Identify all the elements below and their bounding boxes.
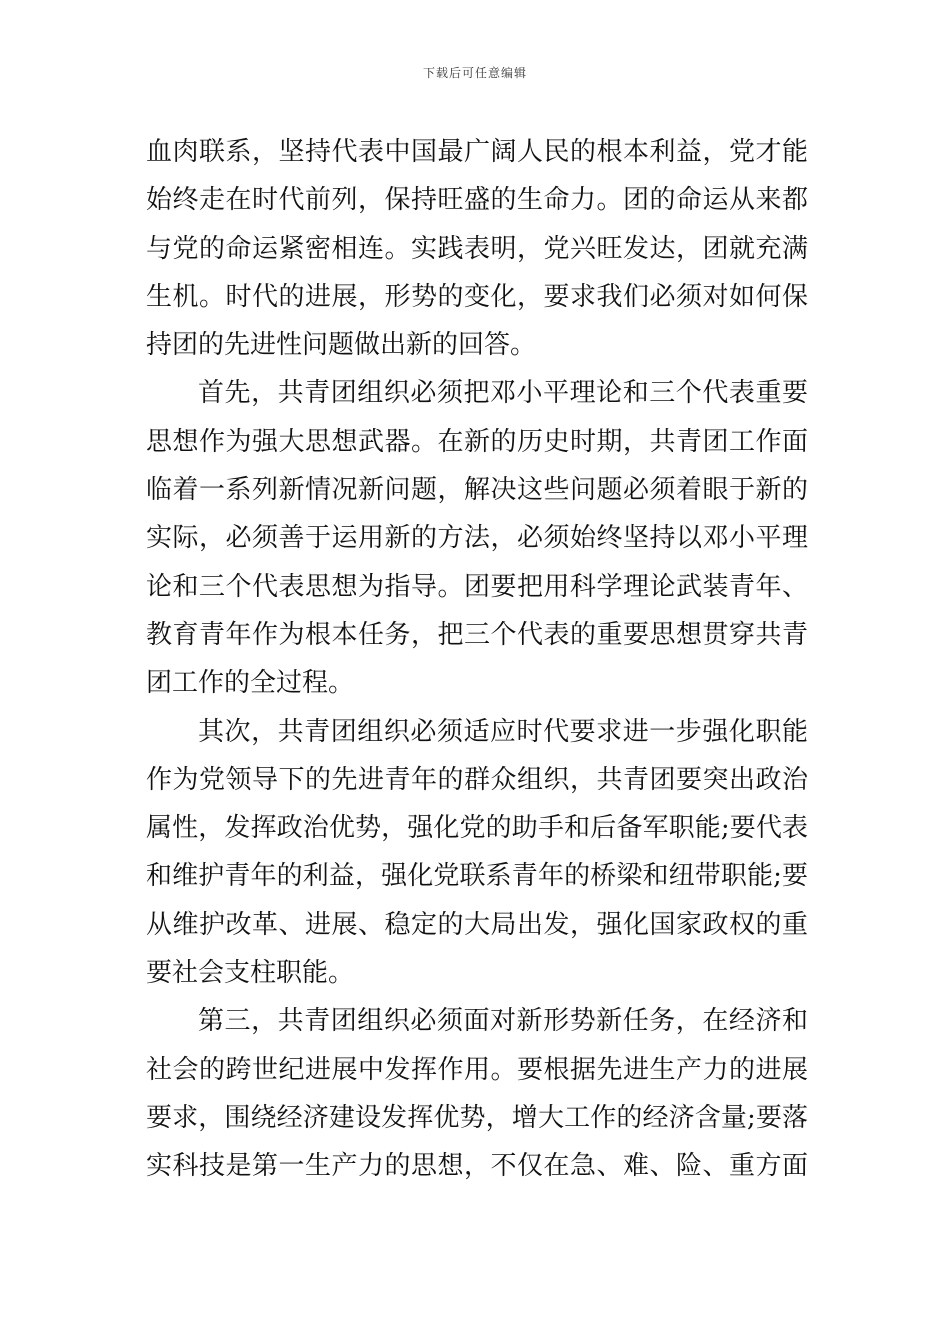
text-line: 要社会支柱职能。 xyxy=(146,958,355,989)
text-line: 社会的跨世纪进展中发挥作用。要根据先进生产力的进展 xyxy=(146,1054,808,1085)
text-line: 实科技是第一生产力的思想，不仅在急、难、险、重方面 xyxy=(146,1151,808,1182)
text-line: 生机。时代的进展，形势的变化，要求我们必须对如何保 xyxy=(146,281,808,312)
text-line: 从维护改革、进展、稳定的大局出发，强化国家政权的重 xyxy=(146,909,808,940)
text-line: 团工作的全过程。 xyxy=(146,668,355,699)
text-line: 要求，围绕经济建设发挥优势，增大工作的经济含量;要落 xyxy=(146,1102,808,1133)
text-line: 其次，共青团组织必须适应时代要求进一步强化职能 xyxy=(198,716,808,747)
text-line: 属性，发挥政治优势，强化党的助手和后备军职能;要代表 xyxy=(146,813,808,844)
text-line: 临着一系列新情况新问题，解决这些问题必须着眼于新的 xyxy=(146,475,808,506)
text-line: 思想作为强大思想武器。在新的历史时期，共青团工作面 xyxy=(146,426,808,457)
page-header: 下载后可任意编辑 xyxy=(422,66,527,80)
text-line: 持团的先进性问题做出新的回答。 xyxy=(146,330,537,361)
text-line: 第三，共青团组织必须面对新形势新任务，在经济和 xyxy=(198,1006,808,1037)
text-line: 作为党领导下的先进青年的群众组织，共青团要突出政治 xyxy=(146,764,808,795)
paragraph-2 xyxy=(146,369,808,707)
text-line: 与党的命运紧密相连。实践表明，党兴旺发达，团就充满 xyxy=(146,233,808,264)
text-line: 实际，必须善于运用新的方法，必须始终坚持以邓小平理 xyxy=(146,523,808,554)
paragraph-4 xyxy=(146,997,808,1190)
document-body xyxy=(146,128,808,1191)
text-line: 始终走在时代前列，保持旺盛的生命力。团的命运从来都 xyxy=(146,185,808,216)
text-line: 血肉联系，坚持代表中国最广阔人民的根本利益，党才能 xyxy=(146,137,808,167)
text-line: 论和三个代表思想为指导。团要把用科学理论武装青年、 xyxy=(146,571,808,602)
text-line: 首先，共青团组织必须把邓小平理论和三个代表重要 xyxy=(198,378,808,409)
text-line: 和维护青年的利益，强化党联系青年的桥梁和纽带职能;要 xyxy=(146,861,808,892)
paragraph-3 xyxy=(146,708,808,998)
text-line: 教育青年作为根本任务，把三个代表的重要思想贯穿共青 xyxy=(146,619,808,650)
paragraph-1 xyxy=(146,128,808,369)
